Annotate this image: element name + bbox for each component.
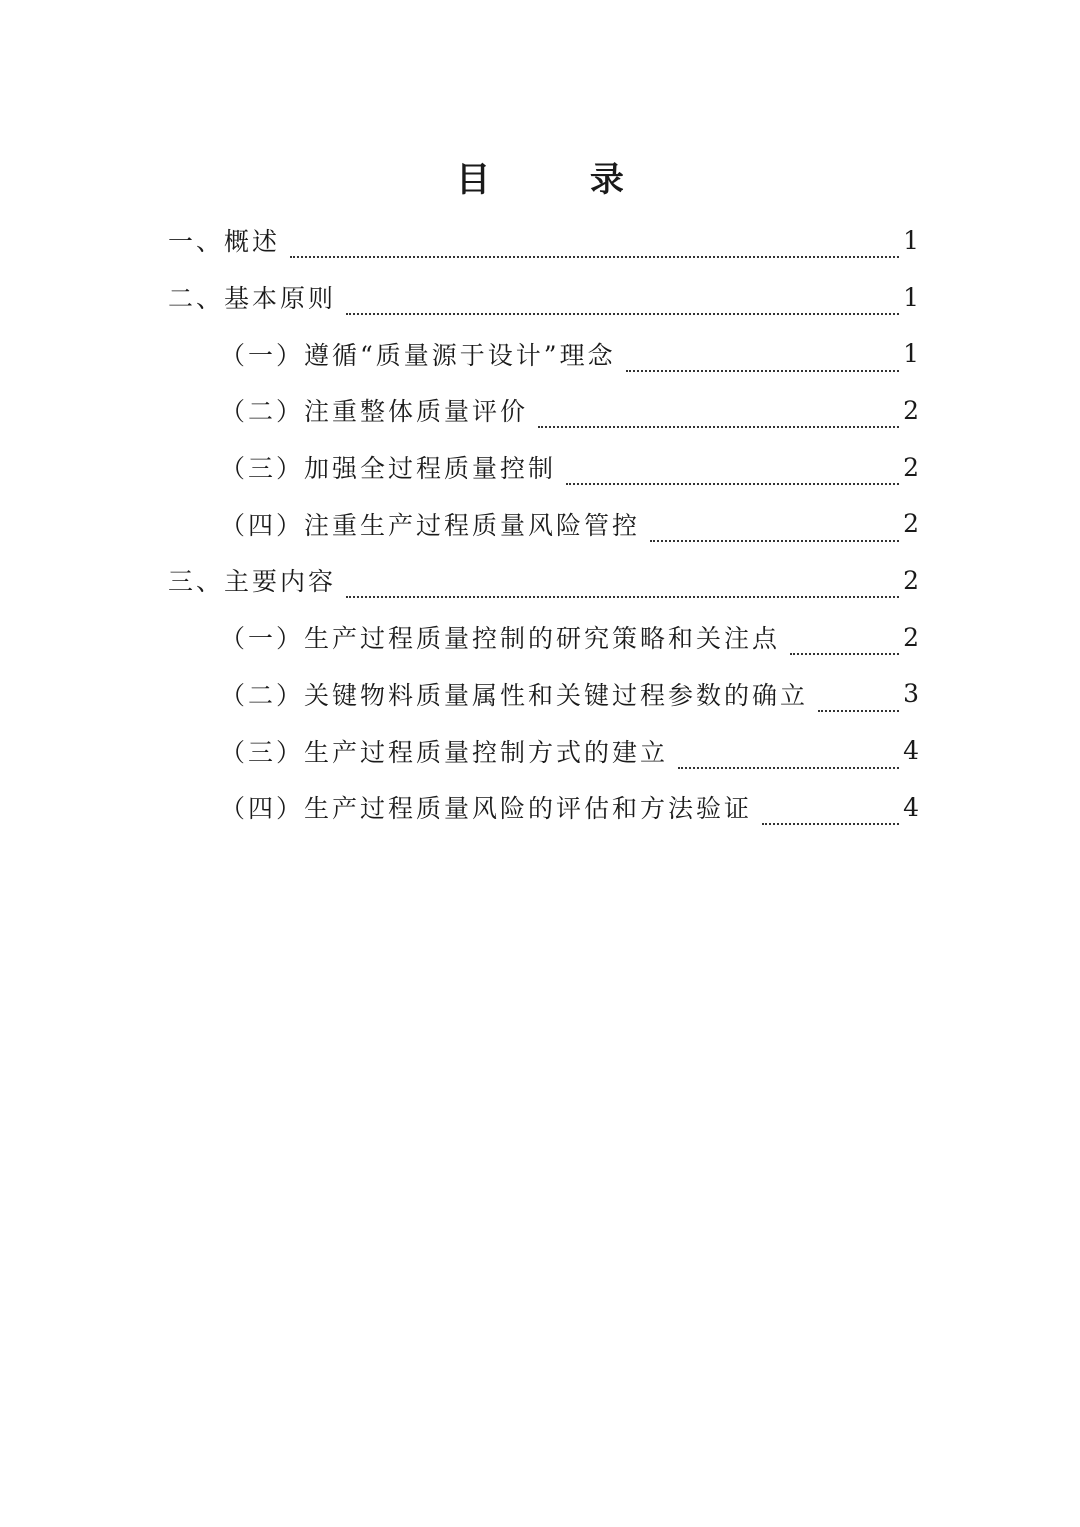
toc-dot-leader <box>290 238 899 258</box>
toc-page-number: 3 <box>903 679 919 709</box>
toc-entry[interactable] <box>0 779 1080 836</box>
toc-entry[interactable] <box>0 325 1080 382</box>
toc-entry-label: 三、主要内容 <box>168 567 337 597</box>
toc-page-number: 1 <box>903 225 919 255</box>
toc-entry[interactable] <box>0 495 1080 552</box>
toc-dot-leader <box>346 295 899 315</box>
toc-entry-label: 一、概述 <box>168 227 281 257</box>
toc-entry-label: （二）关键物料质量属性和关键过程参数的确立 <box>220 680 809 710</box>
toc-page-number: 2 <box>903 509 919 539</box>
toc-dot-leader <box>790 635 899 655</box>
toc-entry[interactable] <box>0 609 1080 666</box>
toc-entry[interactable] <box>0 439 1080 496</box>
toc-entry-label: （二）注重整体质量评价 <box>220 397 529 427</box>
toc-dot-leader <box>650 522 899 542</box>
toc-entry-label: （一）生产过程质量控制的研究策略和关注点 <box>220 624 781 654</box>
toc-title: 目 录 <box>456 160 668 200</box>
toc-entry[interactable] <box>0 722 1080 779</box>
toc-entry[interactable] <box>0 382 1080 439</box>
toc-entry-label: 二、基本原则 <box>168 284 337 314</box>
toc-page-number: 4 <box>903 736 919 766</box>
toc-dot-leader <box>762 805 899 825</box>
toc-dot-leader <box>538 408 899 428</box>
table-of-contents <box>0 212 1080 836</box>
toc-dot-leader <box>626 352 900 372</box>
toc-entry-label: （四）生产过程质量风险的评估和方法验证 <box>220 794 753 824</box>
toc-entry-label: （三）生产过程质量控制方式的建立 <box>220 737 669 767</box>
toc-entry[interactable] <box>0 269 1080 326</box>
toc-page-number: 1 <box>903 282 919 312</box>
toc-entry-label: （四）注重生产过程质量风险管控 <box>220 510 641 540</box>
toc-dot-leader <box>346 578 899 598</box>
toc-page-number: 2 <box>903 565 919 595</box>
toc-page-number: 1 <box>903 339 919 369</box>
toc-dot-leader <box>678 749 899 769</box>
toc-entry-label: （三）加强全过程质量控制 <box>220 454 557 484</box>
toc-entry[interactable] <box>0 666 1080 723</box>
toc-dot-leader <box>818 692 899 712</box>
toc-page-number: 2 <box>903 622 919 652</box>
toc-entry[interactable] <box>0 552 1080 609</box>
toc-page-number: 2 <box>903 452 919 482</box>
toc-page-number: 2 <box>903 395 919 425</box>
toc-entry[interactable] <box>0 212 1080 269</box>
toc-dot-leader <box>566 465 899 485</box>
toc-page-number: 4 <box>903 792 919 822</box>
toc-entry-label: （一）遵循“质量源于设计”理念 <box>220 340 616 370</box>
